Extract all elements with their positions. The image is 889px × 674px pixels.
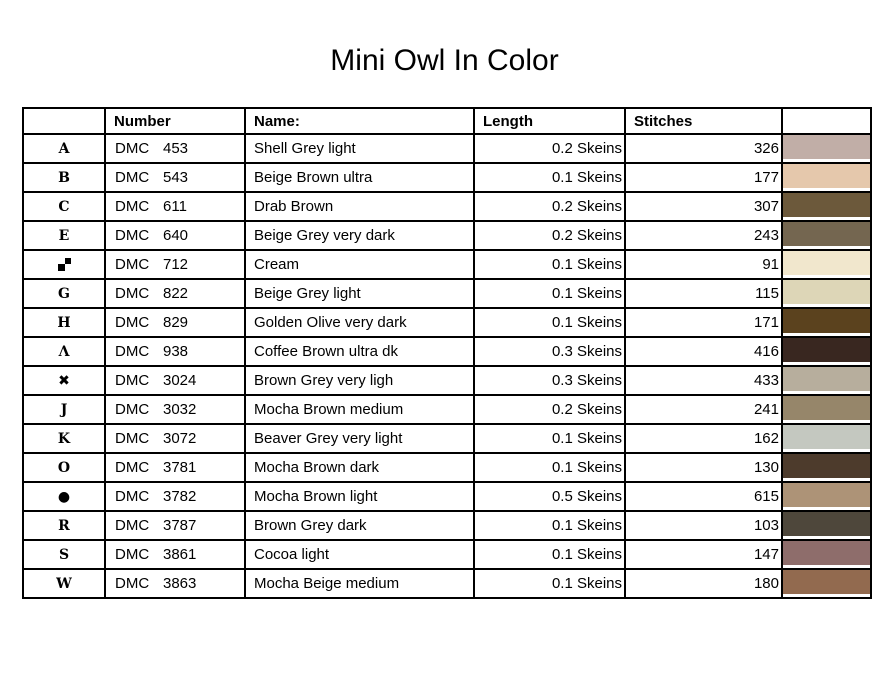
stitches-cell: 241 [625, 395, 782, 424]
symbol-cell: G [23, 279, 105, 308]
color-cell [782, 569, 871, 598]
color-swatch [783, 280, 870, 304]
length-cell: 0.2 Skeins [474, 134, 625, 163]
table-row [23, 511, 871, 540]
color-swatch [783, 454, 870, 478]
color-swatch [783, 135, 870, 159]
table-row [23, 134, 871, 163]
key-table-body [23, 134, 871, 598]
name-cell: Drab Brown [245, 192, 474, 221]
brand-label: DMC [115, 517, 150, 534]
brand-label: DMC [115, 372, 150, 389]
length-cell: 0.1 Skeins [474, 250, 625, 279]
symbol-cell: S [23, 540, 105, 569]
color-swatch [783, 367, 870, 391]
name-cell: Shell Grey light [245, 134, 474, 163]
brand-label: DMC [115, 169, 150, 186]
color-cell [782, 337, 871, 366]
number-value: 640 [163, 227, 189, 244]
brand-label: DMC [115, 140, 150, 157]
stitches-cell: 615 [625, 482, 782, 511]
number-cell [105, 453, 245, 482]
brand-label: DMC [115, 546, 150, 563]
brand-label: DMC [115, 314, 150, 331]
color-swatch [783, 396, 870, 420]
symbol-cell: W [23, 569, 105, 598]
color-swatch [783, 338, 870, 362]
name-cell: Brown Grey very ligh [245, 366, 474, 395]
stitches-cell: 177 [625, 163, 782, 192]
number-value: 3024 [163, 372, 197, 389]
color-swatch [783, 483, 870, 507]
number-cell [105, 163, 245, 192]
brand-label: DMC [115, 459, 150, 476]
table-row [23, 192, 871, 221]
stitches-cell: 243 [625, 221, 782, 250]
number-cell [105, 569, 245, 598]
number-cell [105, 395, 245, 424]
page-title: Mini Owl In Color [330, 44, 559, 77]
length-cell: 0.1 Skeins [474, 540, 625, 569]
color-cell [782, 366, 871, 395]
length-cell: 0.1 Skeins [474, 308, 625, 337]
table-row [23, 453, 871, 482]
color-cell [782, 453, 871, 482]
brand-label: DMC [115, 343, 150, 360]
length-cell: 0.1 Skeins [474, 424, 625, 453]
number-cell [105, 134, 245, 163]
number-cell [105, 424, 245, 453]
two-squares-icon [58, 258, 71, 271]
table-row [23, 569, 871, 598]
length-cell: 0.1 Skeins [474, 511, 625, 540]
number-value: 3782 [163, 488, 197, 505]
header-row [23, 108, 871, 134]
number-value: 822 [163, 285, 189, 302]
number-cell [105, 221, 245, 250]
brand-label: DMC [115, 575, 150, 592]
length-cell: 0.3 Skeins [474, 337, 625, 366]
color-cell [782, 221, 871, 250]
symbol-cell: K [23, 424, 105, 453]
table-row [23, 366, 871, 395]
table-row [23, 308, 871, 337]
name-cell: Cocoa light [245, 540, 474, 569]
name-cell: Beige Brown ultra [245, 163, 474, 192]
symbol-cell: ● [23, 482, 105, 511]
name-cell: Mocha Brown medium [245, 395, 474, 424]
symbol-cell: E [23, 221, 105, 250]
brand-label: DMC [115, 198, 150, 215]
number-cell [105, 482, 245, 511]
length-cell: 0.2 Skeins [474, 221, 625, 250]
name-cell: Mocha Brown dark [245, 453, 474, 482]
table-row [23, 482, 871, 511]
color-cell [782, 540, 871, 569]
number-cell [105, 308, 245, 337]
table-row [23, 279, 871, 308]
symbol-cell: B [23, 163, 105, 192]
symbol-cell: O [23, 453, 105, 482]
length-cell: 0.2 Skeins [474, 395, 625, 424]
table-row [23, 337, 871, 366]
number-value: 3863 [163, 575, 197, 592]
stitches-cell: 326 [625, 134, 782, 163]
name-cell: Beige Grey very dark [245, 221, 474, 250]
stitches-cell: 180 [625, 569, 782, 598]
floss-key-table [22, 107, 872, 599]
name-cell: Beige Grey light [245, 279, 474, 308]
symbol-cell: ✖ [23, 366, 105, 395]
stitches-cell: 91 [625, 250, 782, 279]
table-row [23, 540, 871, 569]
length-cell: 0.1 Skeins [474, 279, 625, 308]
stitches-cell: 162 [625, 424, 782, 453]
color-cell [782, 308, 871, 337]
name-column-header: Name: [245, 108, 474, 134]
brand-label: DMC [115, 285, 150, 302]
table-row [23, 424, 871, 453]
name-cell: Coffee Brown ultra dk [245, 337, 474, 366]
brand-label: DMC [115, 401, 150, 418]
name-cell: Brown Grey dark [245, 511, 474, 540]
color-cell [782, 250, 871, 279]
stitches-cell: 103 [625, 511, 782, 540]
color-cell [782, 482, 871, 511]
brand-label: DMC [115, 256, 150, 273]
color-swatch [783, 512, 870, 536]
brand-label: DMC [115, 227, 150, 244]
number-value: 611 [163, 198, 187, 215]
name-cell: Golden Olive very dark [245, 308, 474, 337]
color-cell [782, 163, 871, 192]
color-cell [782, 279, 871, 308]
number-cell [105, 279, 245, 308]
number-cell [105, 511, 245, 540]
length-cell: 0.3 Skeins [474, 366, 625, 395]
stitches-cell: 171 [625, 308, 782, 337]
length-cell: 0.1 Skeins [474, 453, 625, 482]
length-cell: 0.5 Skeins [474, 482, 625, 511]
number-value: 3861 [163, 546, 197, 563]
name-cell: Cream [245, 250, 474, 279]
number-value: 938 [163, 343, 189, 360]
stitches-cell: 416 [625, 337, 782, 366]
length-cell: 0.1 Skeins [474, 569, 625, 598]
number-cell [105, 540, 245, 569]
number-cell [105, 337, 245, 366]
number-cell [105, 192, 245, 221]
number-value: 453 [163, 140, 189, 157]
number-value: 543 [163, 169, 189, 186]
symbol-column-header [23, 108, 105, 134]
brand-label: DMC [115, 430, 150, 447]
name-cell: Mocha Beige medium [245, 569, 474, 598]
symbol-cell: R [23, 511, 105, 540]
color-cell [782, 395, 871, 424]
color-cell [782, 424, 871, 453]
symbol-cell: C [23, 192, 105, 221]
length-cell: 0.2 Skeins [474, 192, 625, 221]
stitches-cell: 433 [625, 366, 782, 395]
table-row [23, 395, 871, 424]
number-value: 829 [163, 314, 189, 331]
brand-label: DMC [115, 488, 150, 505]
symbol-cell [23, 250, 105, 279]
stitches-cell: 307 [625, 192, 782, 221]
table-row [23, 221, 871, 250]
number-cell [105, 250, 245, 279]
color-swatch [783, 251, 870, 275]
number-value: 3787 [163, 517, 197, 534]
color-cell [782, 511, 871, 540]
length-cell: 0.1 Skeins [474, 163, 625, 192]
stitches-column-header: Stitches [625, 108, 782, 134]
stitches-cell: 115 [625, 279, 782, 308]
name-cell: Beaver Grey very light [245, 424, 474, 453]
color-swatch [783, 222, 870, 246]
color-cell [782, 134, 871, 163]
number-cell [105, 366, 245, 395]
color-swatch [783, 309, 870, 333]
table-row [23, 163, 871, 192]
number-value: 3781 [163, 459, 197, 476]
color-swatch [783, 425, 870, 449]
color-swatch [783, 164, 870, 188]
stitches-cell: 130 [625, 453, 782, 482]
number-value: 3032 [163, 401, 197, 418]
number-column-header: Number [105, 108, 245, 134]
number-value: 3072 [163, 430, 197, 447]
number-value: 712 [163, 256, 189, 273]
stitches-cell: 147 [625, 540, 782, 569]
color-swatch [783, 570, 870, 594]
color-cell [782, 192, 871, 221]
key-table-header [23, 108, 871, 134]
length-column-header: Length [474, 108, 625, 134]
symbol-cell: H [23, 308, 105, 337]
color-swatch [783, 193, 870, 217]
name-cell: Mocha Brown light [245, 482, 474, 511]
color-column-header [782, 108, 871, 134]
table-row [23, 250, 871, 279]
symbol-cell: Λ [23, 337, 105, 366]
color-swatch [783, 541, 870, 565]
symbol-cell: A [23, 134, 105, 163]
symbol-cell: J [23, 395, 105, 424]
